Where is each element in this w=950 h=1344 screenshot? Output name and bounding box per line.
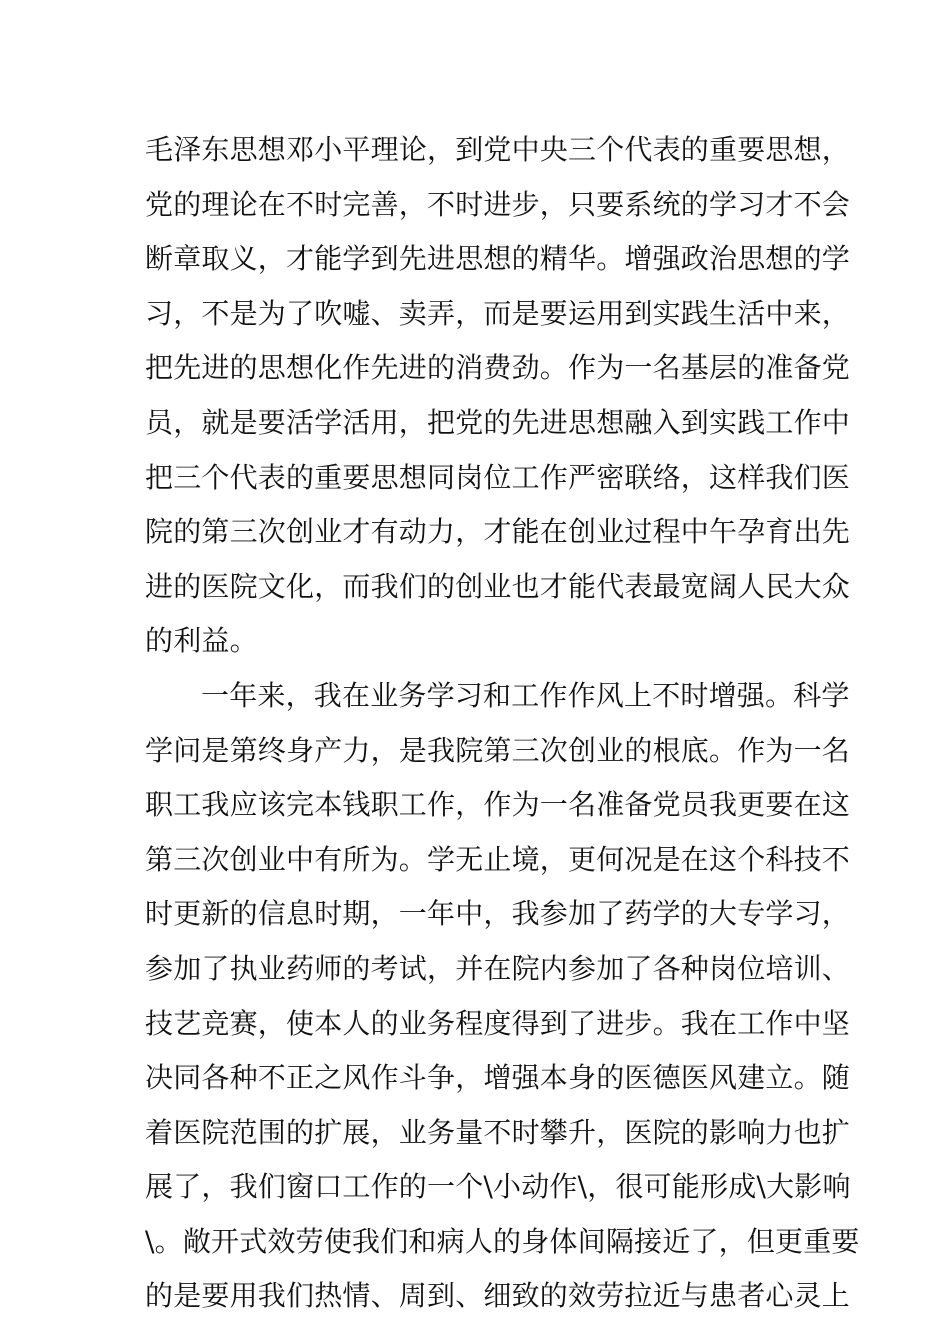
text-line: 断章取义，才能学到先进思想的精华。增强政治思想的学: [145, 242, 851, 276]
text-line: 党的理论在不时完善，不时进步，只要系统的学习才不会: [145, 187, 851, 221]
text-line: 时更新的信息时期，一年中，我参加了药学的大专学习，: [145, 897, 851, 931]
paragraph: [145, 123, 851, 669]
text-line: 院的第三次创业才有动力，才能在创业过程中午孕育出先: [145, 515, 851, 549]
text-line: 参加了执业药师的考试，并在院内参加了各种岗位培训、: [145, 951, 851, 985]
body-text: [145, 123, 860, 1324]
text-line: 决同各种不正之风作斗争，增强本身的医德医风建立。随: [145, 1061, 851, 1095]
text-line: 习，不是为了吹嘘、卖弄，而是要运用到实践生活中来，: [145, 296, 851, 330]
text-line: 把先进的思想化作先进的消费劲。作为一名基层的准备党: [145, 351, 851, 385]
text-line: 的是要用我们热情、周到、细致的效劳拉近与患者心灵上: [145, 1279, 851, 1313]
text-line: 一年来，我在业务学习和工作作风上不时增强。科学: [201, 678, 850, 712]
text-line: 毛泽东思想邓小平理论，到党中央三个代表的重要思想，: [145, 133, 851, 166]
text-line: 技艺竞赛，使本人的业务程度得到了进步。我在工作中坚: [145, 1006, 851, 1040]
text-line: 把三个代表的重要思想同岗位工作严密联络，这样我们医: [145, 460, 851, 494]
text-line: 进的医院文化，而我们的创业也才能代表最宽阔人民大众: [145, 569, 851, 603]
text-line: 学问是第终身产力，是我院第三次创业的根底。作为一名: [145, 733, 851, 767]
paragraph: [145, 669, 860, 1324]
text-line: 展了，我们窗口工作的一个\小动作\，很可能形成\大影响: [145, 1170, 851, 1204]
text-line: \。敞开式效劳使我们和病人的身体间隔接近了，但更重要: [145, 1224, 860, 1258]
text-line: 着医院范围的扩展，业务量不时攀升，医院的影响力也扩: [145, 1115, 851, 1149]
text-line: 第三次创业中有所为。学无止境，更何况是在这个科技不: [145, 842, 851, 876]
text-line: 职工我应该完本钱职工作，作为一名准备党员我更要在这: [145, 788, 851, 822]
text-line: 的利益。: [145, 624, 258, 658]
text-line: 员，就是要活学活用，把党的先进思想融入到实践工作中: [145, 405, 851, 439]
